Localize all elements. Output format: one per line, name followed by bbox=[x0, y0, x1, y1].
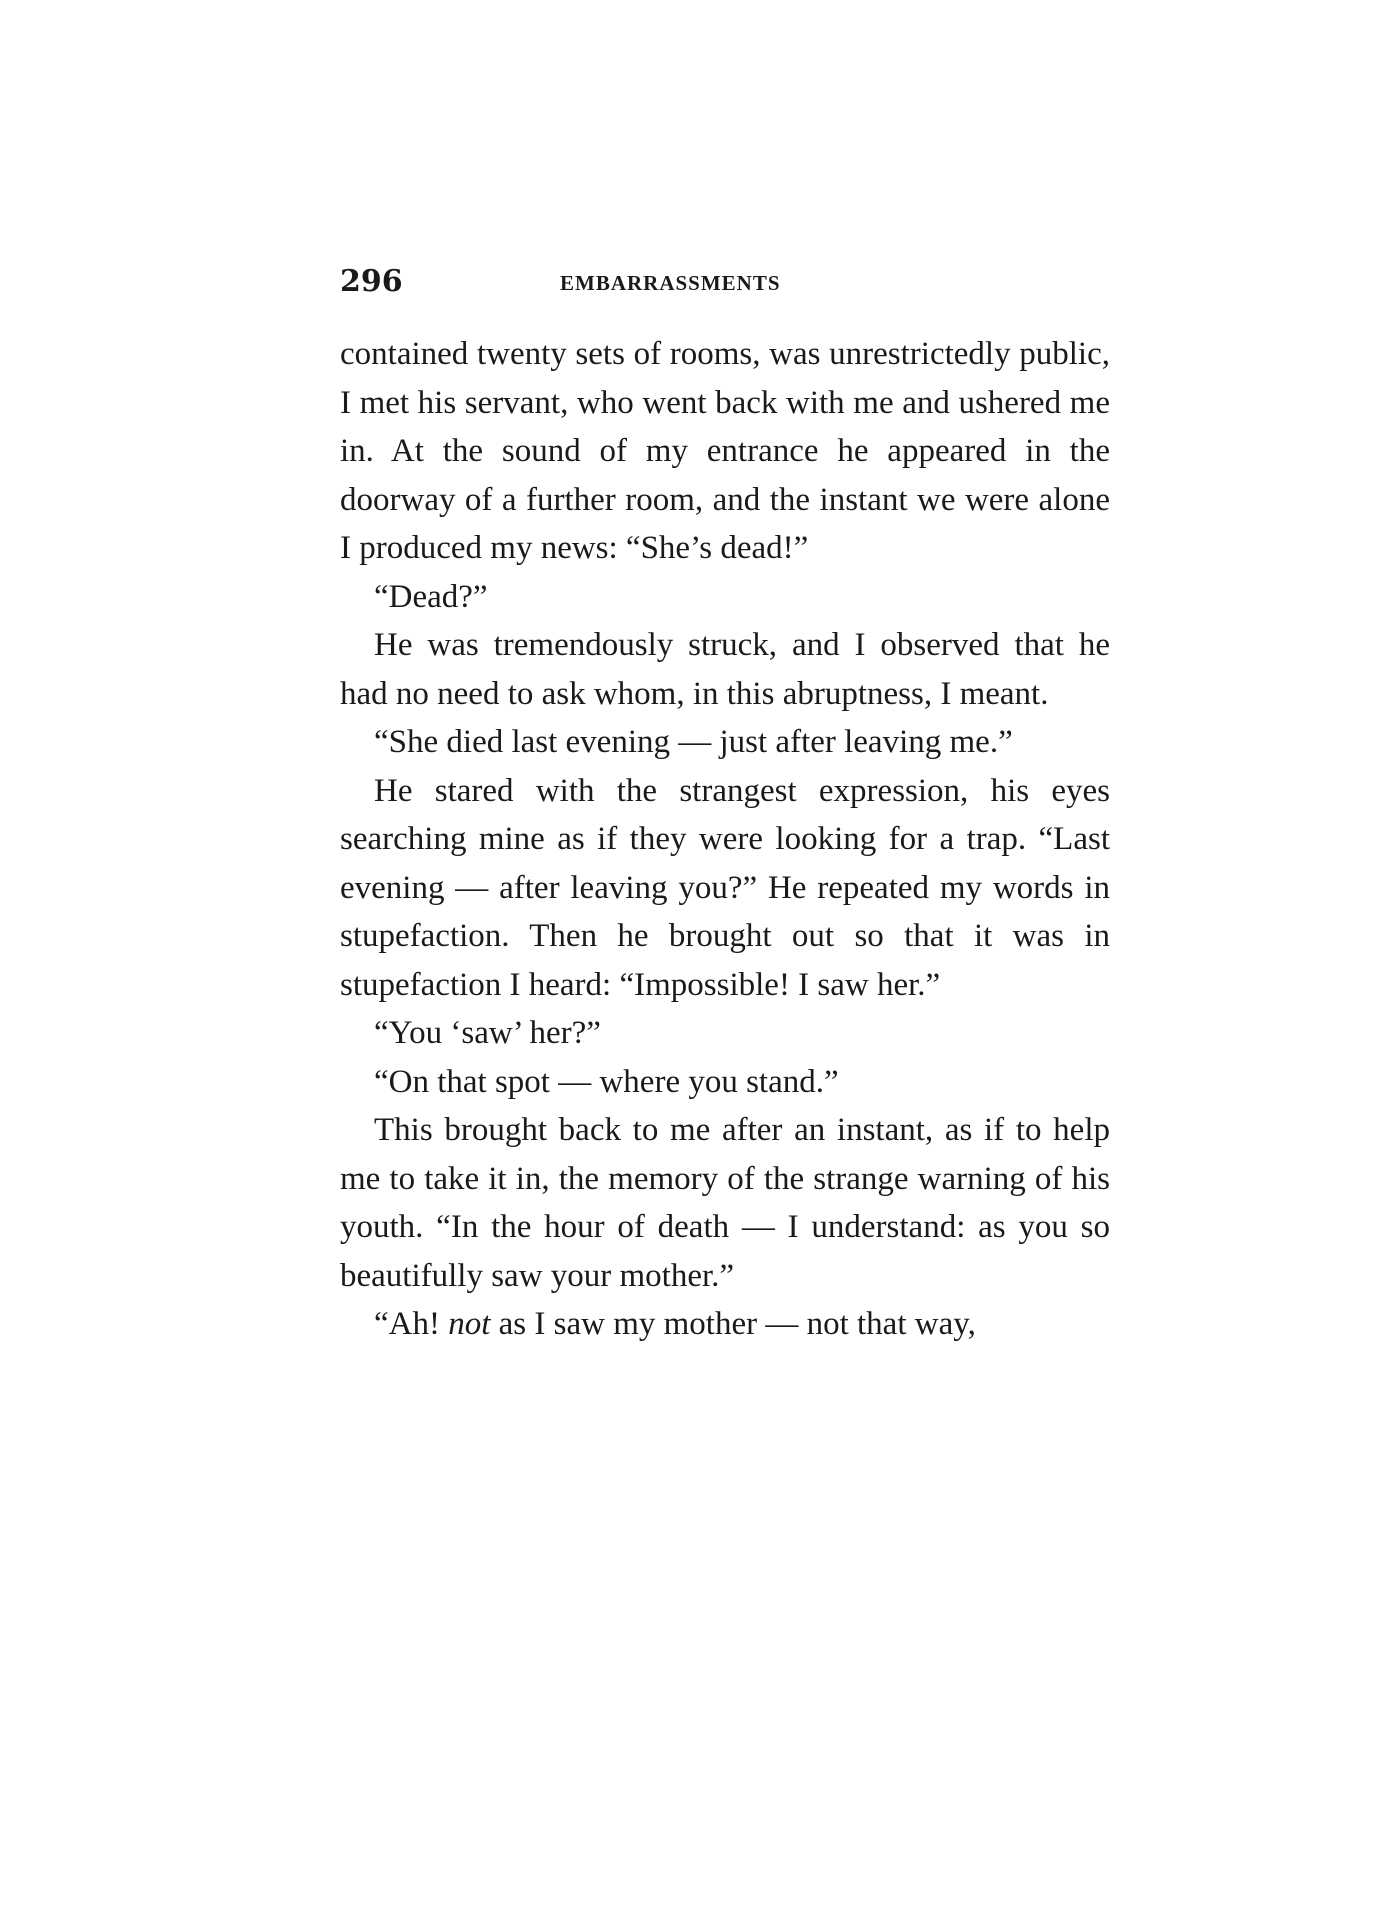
paragraph: “On that spot — where you stand.” bbox=[374, 1063, 839, 1100]
paragraph: He was tremendously struck, and I observed that he had no need to ask whom, in this abruptness, I meant. bbox=[340, 627, 1110, 712]
paragraph-text: “Ah! bbox=[374, 1306, 449, 1342]
paragraph: contained twenty sets of rooms, was unrestrictedly public, I met his servant, who went back with me and ushered me in. At the sound of my entrance he appeared in the doorway of a further room, and the instant we were alone I produced my news: “She’s dead!” bbox=[340, 336, 1110, 566]
paragraph: He stared with the strangest expression, his eyes searching mine as if they were looking for a trap. “Last evening — after leaving you?” He repeated my words in stupefaction. Then he brought out so that it was in stupefaction I heard: “Impossible! I saw her.” bbox=[340, 772, 1110, 1003]
paragraph bbox=[340, 1300, 1110, 1349]
running-head bbox=[340, 262, 1110, 302]
paragraph: “Dead?” bbox=[374, 578, 488, 615]
running-title: EMBARRASSMENTS bbox=[560, 271, 781, 295]
body-text bbox=[340, 330, 1110, 1349]
page-number: 296 bbox=[340, 264, 403, 299]
emphasized-word: not bbox=[448, 1306, 491, 1342]
paragraph: “She died last evening — just after leaving me.” bbox=[374, 724, 1013, 760]
paragraph: This brought back to me after an instant, as if to help me to take it in, the memory of the strange warning of his youth. “In the hour of death — I understand: as you so beautifully saw your mother.” bbox=[340, 1112, 1110, 1294]
paragraph-text: as I saw my mother — not that way, bbox=[490, 1306, 976, 1342]
paragraph: “You ‘saw’ her?” bbox=[374, 1015, 601, 1051]
